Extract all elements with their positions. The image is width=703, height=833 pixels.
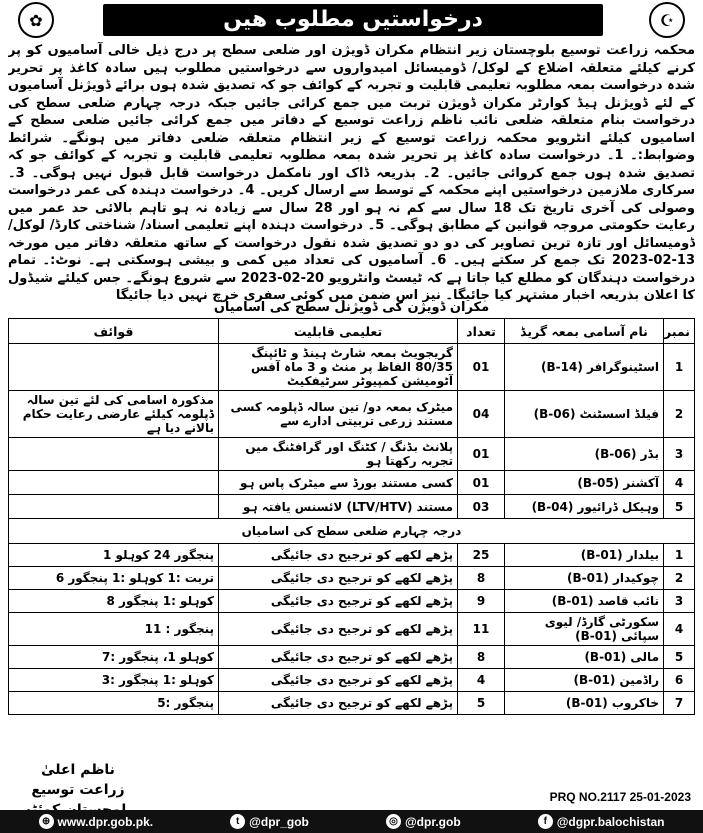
cell-name: فیلڈ اسسٹنٹ (B-06) xyxy=(505,391,664,438)
vacancies-table xyxy=(8,318,695,715)
cell-no: 5 xyxy=(664,495,695,519)
facebook-icon: f xyxy=(538,814,553,829)
cell-name: آکشنر (B-05) xyxy=(505,471,664,495)
table-row xyxy=(9,495,695,519)
cell-count: 5 xyxy=(458,692,505,715)
cell-name: نائب قاصد (B-01) xyxy=(505,590,664,613)
table-row xyxy=(9,613,695,646)
cell-qualification: پڑھے لکھے کو ترجیح دی جائیگی xyxy=(219,544,458,567)
cell-count: 25 xyxy=(458,544,505,567)
cell-qualification: پلانٹ بڈنگ / کٹنگ اور گرافٹنگ میں تجربہ رکھتا ہو xyxy=(219,438,458,471)
cell-name: بیلدار (B-01) xyxy=(505,544,664,567)
social-footer xyxy=(0,810,703,833)
cell-name: راڈمین (B-01) xyxy=(505,669,664,692)
header-count: تعداد xyxy=(458,319,505,344)
cell-no: 7 xyxy=(664,692,695,715)
header-qualification: تعلیمی قابلیت xyxy=(219,319,458,344)
page-title: درخواستیں مطلوب ھیں xyxy=(103,4,603,36)
cell-qualification: مستند (LTV/HTV) لائسنس یافتہ ہو xyxy=(219,495,458,519)
cell-no: 2 xyxy=(664,391,695,438)
government-logo-icon: ☪ xyxy=(649,2,685,38)
cell-remarks xyxy=(9,438,219,471)
social-instagram[interactable] xyxy=(386,814,461,829)
social-website[interactable] xyxy=(39,814,154,829)
social-facebook-text: @dgpr.balochistan xyxy=(556,814,665,829)
table-row xyxy=(9,590,695,613)
cell-name: چوکیدار (B-01) xyxy=(505,567,664,590)
division-heading: مکران ڈویژن کی ڈویژنل سطح کی اسامیاں xyxy=(213,300,490,315)
cell-no: 2 xyxy=(664,567,695,590)
table-row xyxy=(9,544,695,567)
cell-count: 04 xyxy=(458,391,505,438)
cell-name: مالی (B-01) xyxy=(505,646,664,669)
table-row xyxy=(9,344,695,391)
table-header-row xyxy=(9,319,695,344)
cell-qualification: کسی مستند بورڈ سے میٹرک پاس ہو xyxy=(219,471,458,495)
table-row xyxy=(9,438,695,471)
cell-name: سکورٹی گارڈ/ لیوی سپائی (B-01) xyxy=(505,613,664,646)
department-logo-icon: ✿ xyxy=(18,2,54,38)
cell-no: 4 xyxy=(664,471,695,495)
cell-no: 4 xyxy=(664,613,695,646)
cell-qualification: پڑھے لکھے کو ترجیح دی جائیگی xyxy=(219,590,458,613)
cell-count: 9 xyxy=(458,590,505,613)
cell-remarks xyxy=(9,495,219,519)
cell-count: 01 xyxy=(458,344,505,391)
cell-name: وہیکل ڈرائیور (B-04) xyxy=(505,495,664,519)
intro-text xyxy=(8,42,695,322)
cell-no: 3 xyxy=(664,590,695,613)
table-row xyxy=(9,646,695,669)
cell-count: 01 xyxy=(458,471,505,495)
cell-no: 1 xyxy=(664,544,695,567)
cell-count: 8 xyxy=(458,646,505,669)
header-name: نام آسامی بمعہ گریڈ xyxy=(505,319,664,344)
cell-qualification: پڑھے لکھے کو ترجیح دی جائیگی xyxy=(219,692,458,715)
social-website-text: www.dpr.gob.pk. xyxy=(57,814,154,829)
cell-count: 8 xyxy=(458,567,505,590)
twitter-icon: t xyxy=(230,814,245,829)
cell-qualification: پڑھے لکھے کو ترجیح دی جائیگی xyxy=(219,613,458,646)
instagram-icon: ◎ xyxy=(386,814,401,829)
social-instagram-text: @dpr.gob xyxy=(404,814,461,829)
cell-remarks: پنجگور 24 کوہلو 1 xyxy=(9,544,219,567)
cell-no: 1 xyxy=(664,344,695,391)
cell-remarks: پنجگور : 11 xyxy=(9,613,219,646)
cell-count: 03 xyxy=(458,495,505,519)
cell-remarks: پنجگور :5 xyxy=(9,692,219,715)
cell-remarks xyxy=(9,344,219,391)
prq-number: PRQ NO.2117 25-01-2023 xyxy=(549,790,691,804)
cell-count: 11 xyxy=(458,613,505,646)
cell-qualification: گریجویٹ بمعہ شارٹ ہینڈ و ٹائپنگ 80/35 الفاظ پر منٹ و 3 ماہ آفس آٹومیشن کمپیوٹر سرٹیفکیٹ xyxy=(219,344,458,391)
cell-name: خاکروب (B-01) xyxy=(505,692,664,715)
cell-remarks: کوہلو :1 پنجگور :3 xyxy=(9,669,219,692)
cell-qualification: پڑھے لکھے کو ترجیح دی جائیگی xyxy=(219,669,458,692)
header xyxy=(8,0,695,40)
cell-remarks: کوہلو :1 پنجگور 8 xyxy=(9,590,219,613)
social-facebook[interactable] xyxy=(538,814,665,829)
signature-title: ناظم اعلیٰ xyxy=(41,762,115,778)
header-remarks: قوائف xyxy=(9,319,219,344)
header-no: نمبر xyxy=(664,319,695,344)
table-row xyxy=(9,692,695,715)
cell-no: 6 xyxy=(664,669,695,692)
social-twitter-text: @dpr_gob xyxy=(249,814,309,829)
cell-name: اسٹینوگرافر (B-14) xyxy=(505,344,664,391)
district-section-row xyxy=(9,519,695,544)
table-row xyxy=(9,567,695,590)
cell-remarks: تربت :1 کوہلو :1 پنجگور 6 xyxy=(9,567,219,590)
cell-qualification: پڑھے لکھے کو ترجیح دی جائیگی xyxy=(219,567,458,590)
social-twitter[interactable] xyxy=(230,814,309,829)
signature-department: زراعت توسیع xyxy=(31,782,125,798)
table-row xyxy=(9,669,695,692)
cell-no: 3 xyxy=(664,438,695,471)
cell-count: 01 xyxy=(458,438,505,471)
cell-remarks: کوہلو 1، پنجگور :7 xyxy=(9,646,219,669)
intro-paragraph: محکمہ زراعت توسیع بلوچستان زیر انتظام مکران ڈویژن اور ضلعی سطح پر درج ذیل خالی آسامیوں کو پر کرنے کیلئے متعلقہ اضلاع کے لوکل/ ڈومیسائل امیدواروں سے درخواستیں مطلوب ہیں سادہ کاغذ پر تحریر شدہ درخواست بمعہ مطلوبہ تعلیمی قابلیت و تجربہ کے کوائف جو کہ تصدیق شدہ ہوں برائے ڈویژنل آسامیوں کے لئے ڈویژنل ہیڈ کوارٹر مکران ڈویژن تربت میں جمع کرائی جائیں جبکہ درجہ چہارم ضلعی سطح کی درخواست بنام متعلقہ ضلعی نائب ناظم زراعت توسیع کے دفاتر میں جمع کرائی جائیں ضلعی سطح کے اسامیوں کیلئے انٹرویو محکمہ زراعت توسیع کے زیر انتظام متعلقہ ضلعی دفاتر میں ہونگے۔ شرائط وضوابط:۔ 1۔ درخواست سادہ کاغذ پر تحریر شدہ بمعہ مطلوبہ تعلیمی قابلیت و تجربہ کے کوائف جو کہ تصدیق شدہ ہوں جمع کروائی جائیں۔ 2۔ بذریعہ ڈاک اور نامکمل درخواست قابل قبول نہیں ہوگی۔ 3۔ سرکاری ملازمین درخواستیں اپنے محکمہ کے توسط سے ارسال کریں۔ 4۔ درخواست دہندہ کی عمر درخواست وصولی کی آخری تاریخ تک 18 سال سے کم نہ ہو اور 28 سال سے زیادہ نہ ہو تاہم بالائی حد عمر میں رعایت حکومتی مروجہ قوانین کے مطابق ہوگی۔ 5۔ درخواست دہندہ اپنے تعلیمی اسناد/ شناختی کارڈ/ لوکل/ ڈومیسائل اور تازہ ترین تصاویر کی دو دو تصدیق شدہ نقول درخواست کے ساتھ متعلقہ دفاتر میں مورخہ 13-02-2023 تک جمع کر سکتے ہیں۔ 6۔ آسامیوں کی تعداد میں کمی و بیشی ہوسکتی ہے۔ نوٹ:۔ تمام درخواست دہندگان کو مطلع کیا جاتا ہے کہ ٹیسٹ وانٹرویو 20-02-2023 سے شروع ہونگے۔ جس کیلئے شیڈول کا اعلان بذریعہ اخبار مشتہر کیا جائیگا۔ نیز اس ضمن میں کوئی سفری خرچ نہیں دیا جائیگا xyxy=(8,43,695,303)
district-heading: درجہ چہارم ضلعی سطح کی اسامیاں xyxy=(9,519,695,544)
cell-qualification: میٹرک بمعہ دو/ تین سالہ ڈپلومہ کسی مستند زرعی تربیتی ادارے سے xyxy=(219,391,458,438)
globe-icon: ⊕ xyxy=(39,814,54,829)
table-row xyxy=(9,391,695,438)
cell-count: 4 xyxy=(458,669,505,692)
cell-name: بڈر (B-06) xyxy=(505,438,664,471)
cell-remarks xyxy=(9,471,219,495)
cell-remarks: مذکورہ اسامی کی لئے تین سالہ ڈپلومہ کیلئے عارضی رعایت حکام بالانے دیا ہے xyxy=(9,391,219,438)
cell-qualification: پڑھے لکھے کو ترجیح دی جائیگی xyxy=(219,646,458,669)
cell-no: 5 xyxy=(664,646,695,669)
table-row xyxy=(9,471,695,495)
